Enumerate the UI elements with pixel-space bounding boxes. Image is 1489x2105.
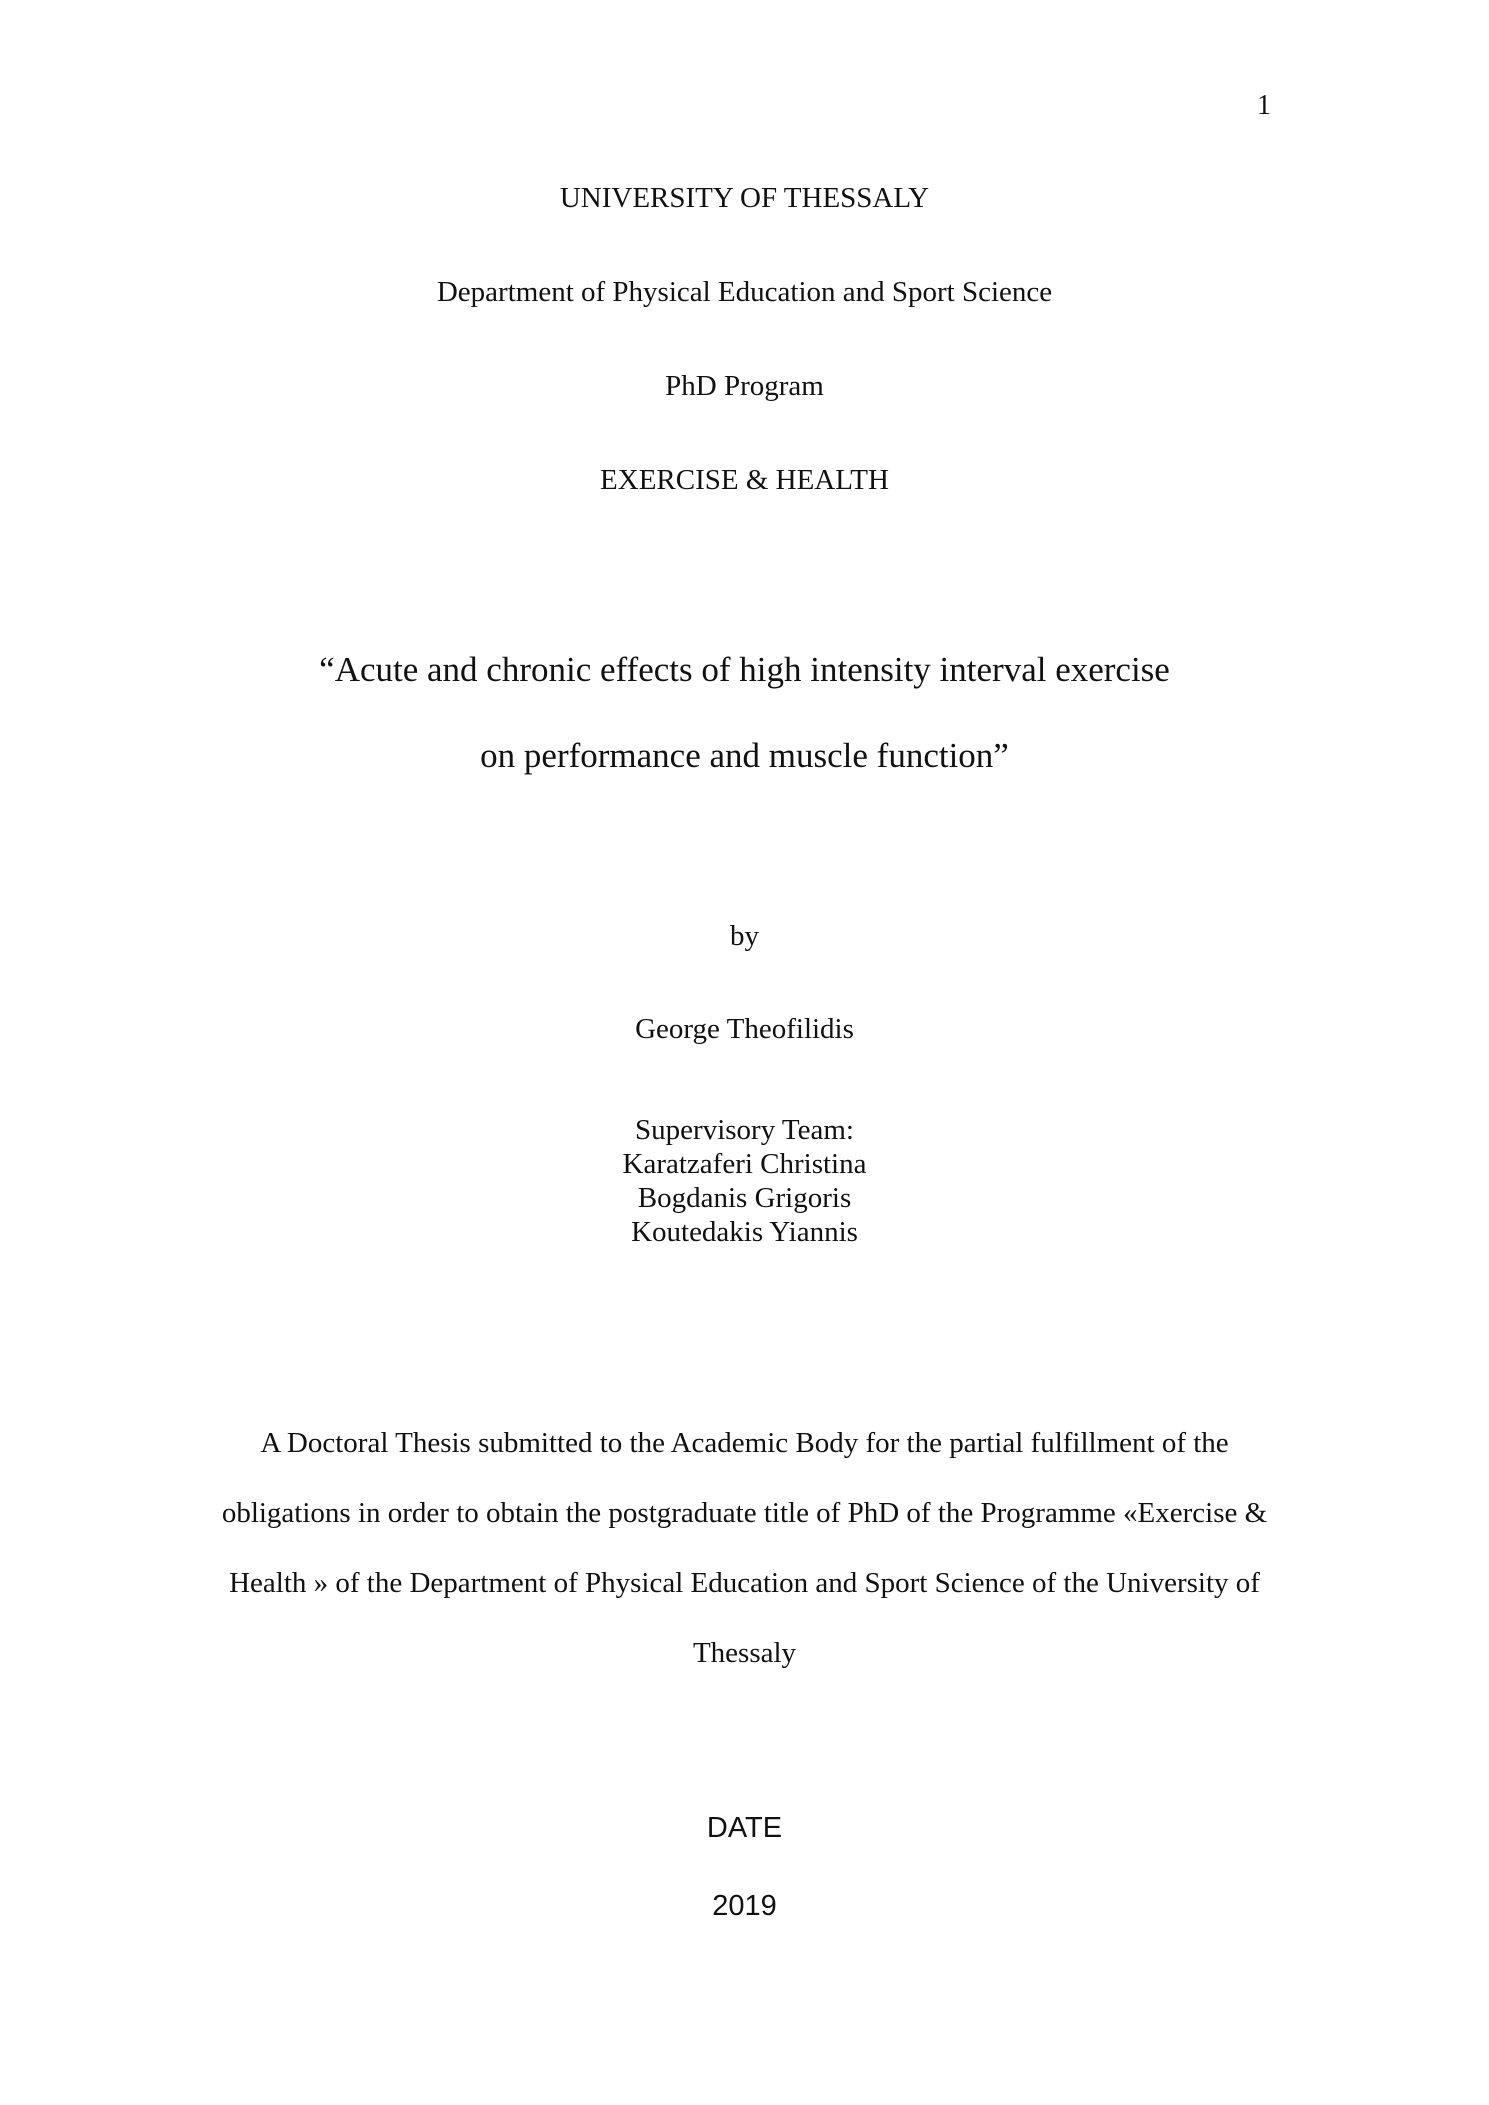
specialization-name: EXERCISE & HEALTH: [600, 464, 889, 496]
submission-statement: [190, 1408, 1299, 1688]
by-label: by: [730, 920, 759, 952]
date-label: DATE: [706, 1812, 783, 1844]
thesis-title-line-2: on performance and muscle function”: [480, 736, 1009, 775]
thesis-title-line-1: “Acute and chronic effects of high intensity interval exercise: [319, 650, 1170, 689]
supervisory-heading: Supervisory Team:: [635, 1114, 854, 1146]
date-year: 2019: [712, 1890, 777, 1922]
university-name: UNIVERSITY OF THESSALY: [559, 182, 930, 214]
program-name: PhD Program: [665, 370, 824, 402]
submission-line: A Doctoral Thesis submitted to the Academic Body for the partial fulfillment of the: [260, 1427, 1229, 1459]
supervisor-name: Koutedakis Yiannis: [631, 1216, 858, 1248]
submission-line: Thessaly: [692, 1637, 797, 1669]
author-name: George Theofilidis: [635, 1013, 854, 1045]
supervisor-name: Bogdanis Grigoris: [637, 1182, 852, 1214]
supervisor-name: Karatzaferi Christina: [622, 1148, 867, 1180]
supervisory-team: [0, 1113, 1489, 1249]
page-number: 1: [1257, 90, 1271, 121]
submission-line: obligations in order to obtain the postgraduate title of PhD of the Programme «Exercise &: [221, 1497, 1268, 1529]
department-name: Department of Physical Education and Sport Science: [436, 276, 1053, 308]
submission-line: Health » of the Department of Physical Education and Sport Science of the University of: [229, 1567, 1260, 1599]
